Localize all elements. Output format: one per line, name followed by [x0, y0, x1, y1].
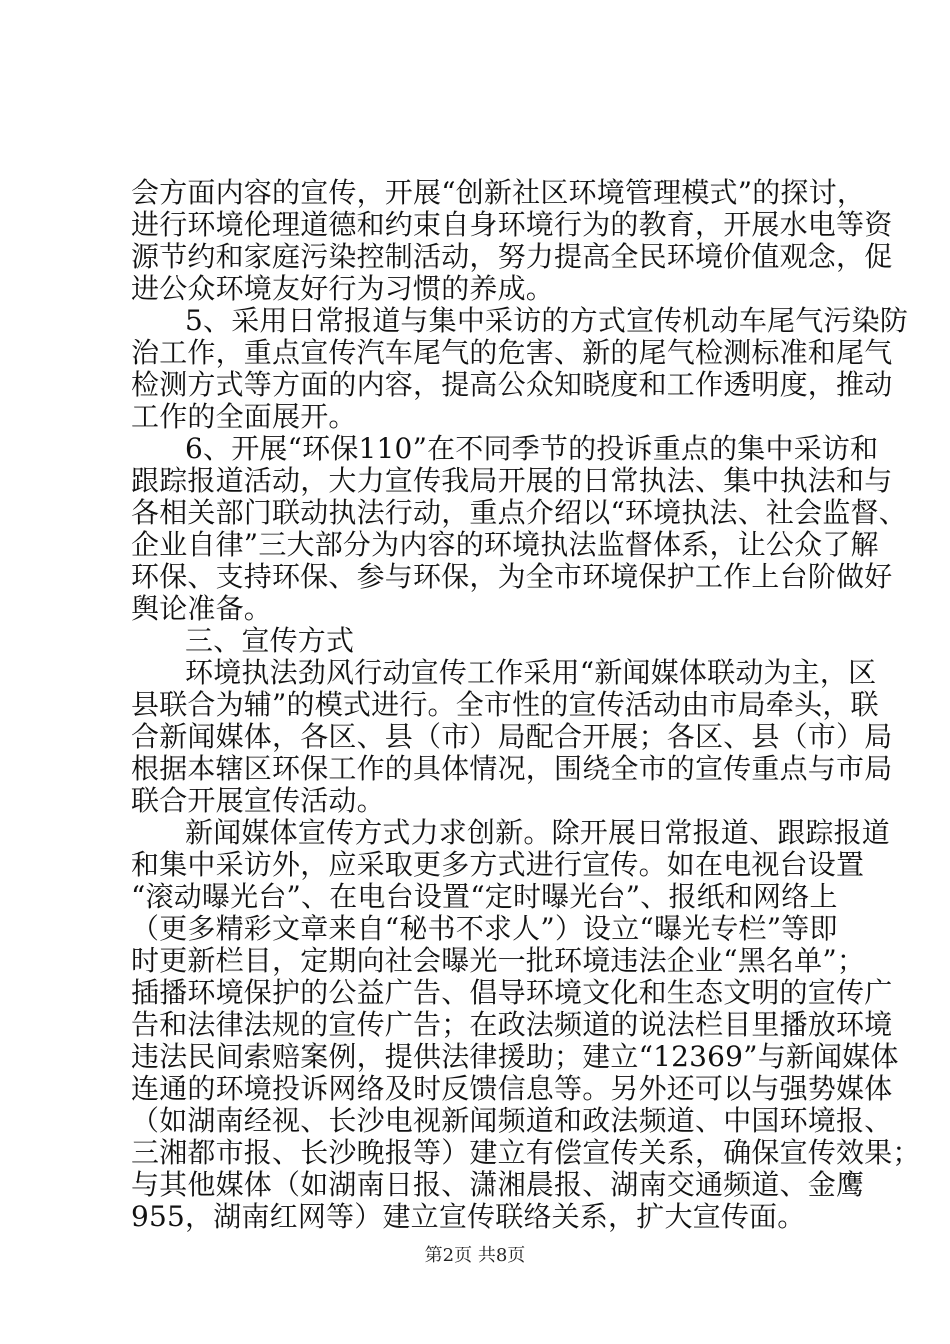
text-line: 跟踪报道活动，大力宣传我局开展的日常执法、集中执法和与	[131, 464, 893, 497]
text-line: （更多精彩文章来自“秘书不求人”）设立“曝光专栏”等即	[131, 912, 838, 945]
text-line: 进行环境伦理道德和约束自身环境行为的教育，开展水电等资	[131, 208, 893, 241]
text-line: 三湘都市报、长沙晚报等）建立有偿宣传关系，确保宣传效果；	[131, 1136, 921, 1169]
text-line: “滚动曝光台”、在电台设置“定时曝光台”、报纸和网络上	[131, 880, 838, 913]
text-line: 工作的全面展开。	[131, 400, 357, 433]
paragraph-start-line: 5、采用日常报道与集中采访的方式宣传机动车尾气污染防	[185, 304, 909, 337]
text-line: 合新闻媒体，各区、县（市）局配合开展；各区、县（市）局	[131, 720, 893, 753]
text-line: 与其他媒体（如湖南日报、潇湘晨报、湖南交通频道、金鹰	[131, 1168, 865, 1201]
text-line: 舆论准备。	[131, 592, 273, 625]
text-line: 进公众环境友好行为习惯的养成。	[131, 272, 555, 305]
text-line: 连通的环境投诉网络及时反馈信息等。另外还可以与强势媒体	[131, 1072, 893, 1105]
text-line: 和集中采访外，应采取更多方式进行宣传。如在电视台设置	[131, 848, 865, 881]
text-line: 环保、支持环保、参与环保，为全市环境保护工作上台阶做好	[131, 560, 893, 593]
paragraph-start-line: 新闻媒体宣传方式力求创新。除开展日常报道、跟踪报道	[185, 816, 891, 849]
text-line: 违法民间索赔案例，提供法律援助；建立“12369”与新闻媒体	[131, 1040, 899, 1073]
text-line: 企业自律”三大部分为内容的环境执法监督体系，让公众了解	[131, 528, 879, 561]
text-line: 时更新栏目，定期向社会曝光一批环境违法企业“黑名单”；	[131, 944, 866, 977]
text-line: 治工作，重点宣传汽车尾气的危害、新的尾气检测标准和尾气	[131, 336, 893, 369]
document-body	[131, 176, 921, 1233]
page-number-footer: 第2页 共8页	[424, 1245, 526, 1266]
text-line: 县联合为辅”的模式进行。全市性的宣传活动由市局牵头，联	[131, 688, 879, 721]
text-line: 联合开展宣传活动。	[131, 784, 385, 817]
text-line: 955，湖南红网等）建立宣传联络关系，扩大宣传面。	[131, 1200, 806, 1233]
text-line: 根据本辖区环保工作的具体情况，围绕全市的宣传重点与市局	[131, 752, 893, 785]
text-line: 源节约和家庭污染控制活动，努力提高全民环境价值观念，促	[131, 240, 893, 273]
text-line: 会方面内容的宣传，开展“创新社区环境管理模式”的探讨，	[131, 176, 866, 209]
paragraph-start-line: 环境执法劲风行动宣传工作采用“新闻媒体联动为主，区	[185, 656, 877, 689]
text-line: 插播环境保护的公益广告、倡导环境文化和生态文明的宣传广	[131, 976, 893, 1009]
section-heading: 三、宣传方式	[185, 624, 355, 657]
text-line: 检测方式等方面的内容，提高公众知晓度和工作透明度，推动	[131, 368, 893, 401]
paragraph-start-line: 6、开展“环保110”在不同季节的投诉重点的集中采访和	[185, 432, 879, 465]
text-line: （如湖南经视、长沙电视新闻频道和政法频道、中国环境报、	[131, 1104, 893, 1137]
text-line: 各相关部门联动执法行动，重点介绍以“环境执法、社会监督、	[131, 496, 907, 529]
text-line: 告和法律法规的宣传广告；在政法频道的说法栏目里播放环境	[131, 1008, 893, 1041]
